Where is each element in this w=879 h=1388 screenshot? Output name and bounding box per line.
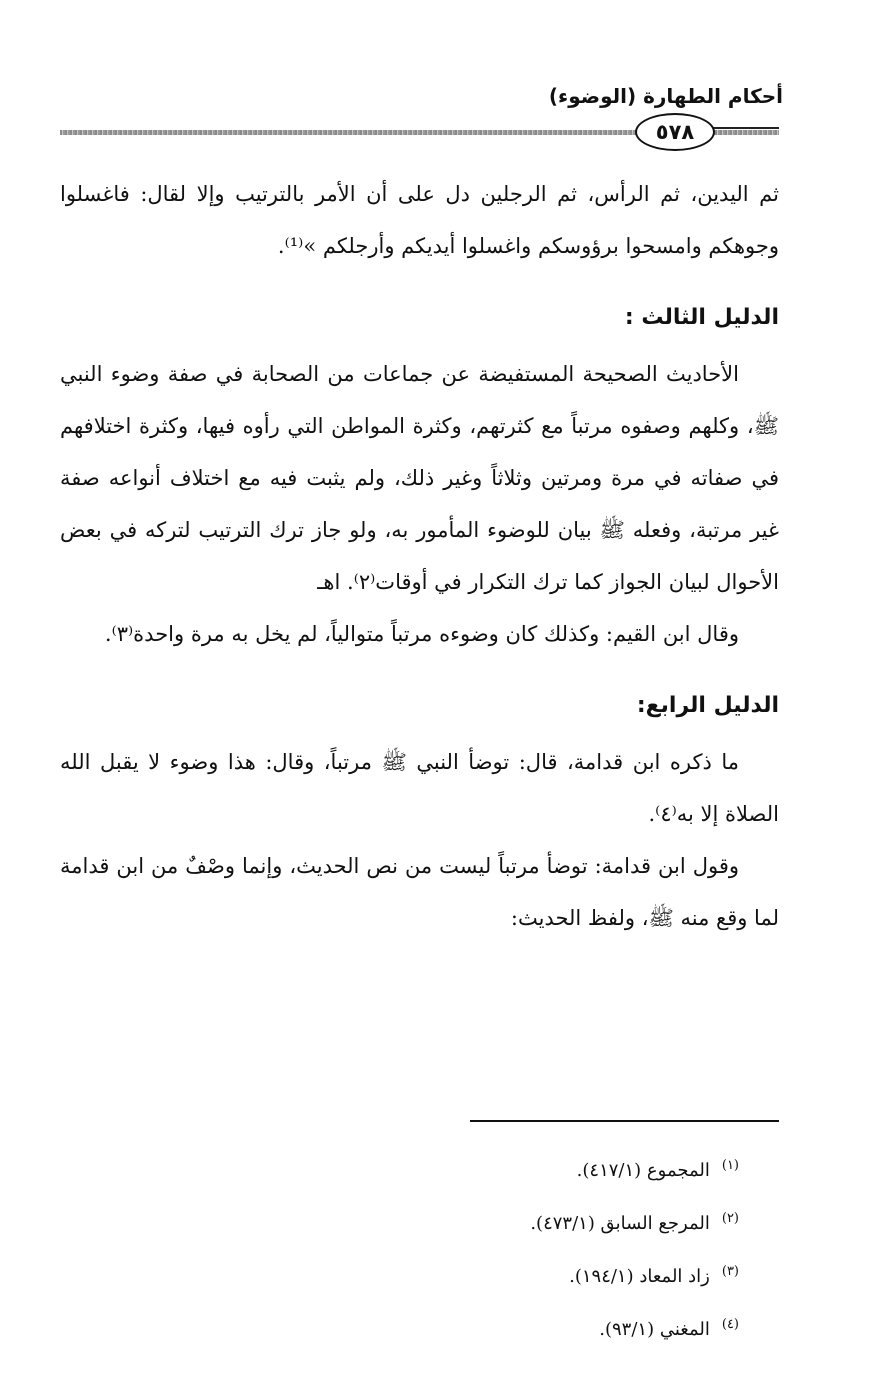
page-number: ٥٧٨ xyxy=(635,113,715,151)
footnote-4 xyxy=(300,1301,779,1354)
footnote-text: زاد المعاد (١٩٤/١). xyxy=(569,1266,710,1287)
footnote-separator xyxy=(470,1120,779,1122)
heading-fourth-evidence: الدليل الرابع: xyxy=(636,693,779,718)
footnotes xyxy=(300,1142,779,1354)
paragraph-1: ثم اليدين، ثم الرأس، ثم الرجلين دل على أن الأمر بالترتيب وإلا لقال: فاغسلوا وجوهكم وامسحوا برؤوسكم واغسلوا أيديكم وأرجلكم »⁽¹⁾. xyxy=(60,182,779,258)
footnote-text: المغني (٩٣/١). xyxy=(599,1319,710,1340)
paragraph-4: ما ذكره ابن قدامة، قال: توضأ النبي ﷺ مرتباً، وقال: هذا وضوء لا يقبل الله الصلاة إلا به⁽٤⁾. xyxy=(60,750,779,826)
footnote-text: المرجع السابق (٤٧٣/١). xyxy=(530,1213,710,1234)
paragraph-5: وقول ابن قدامة: توضأ مرتباً ليست من نص الحديث، وإنما وصْفٌ من ابن قدامة لما وقع منه ﷺ، ولفظ الحديث: xyxy=(60,854,779,930)
footnote-number: (٣) xyxy=(721,1264,739,1279)
paragraph-2: الأحاديث الصحيحة المستفيضة عن جماعات من الصحابة في صفة وضوء النبي ﷺ، وكلهم وصفوه مرتباً مع كثرتهم، وكثرة المواطن التي رأوه فيها، وكثرة اختلافهم في صفاته في مرة ومرتين وثلاثاً وغير ذلك، ولم يثبت فيه مع اختلاف أنواعه صفة غير مرتبة، وفعله ﷺ بيان للوضوء المأمور به، ولو جاز ترك الترتيب لتركه في بعض الأحوال لبيان الجواز كما ترك التكرار في أوقات⁽٢⁾. اهـ xyxy=(60,362,779,594)
paragraph-3: وقال ابن القيم: وكذلك كان وضوءه مرتباً متوالياً، لم يخل به مرة واحدة⁽٣⁾. xyxy=(104,622,739,646)
footnote-3 xyxy=(300,1248,779,1301)
footnote-text: المجموع (٤١٧/١). xyxy=(576,1160,710,1181)
footnote-2 xyxy=(300,1195,779,1248)
footnote-number: (٤) xyxy=(721,1317,739,1332)
main-text xyxy=(60,168,779,944)
heading-third-evidence: الدليل الثالث : xyxy=(624,305,779,330)
running-title: أحكام الطهارة (الوضوء) xyxy=(548,84,783,108)
footnote-1 xyxy=(300,1142,779,1195)
footnote-number: (١) xyxy=(721,1158,739,1173)
footnote-number: (٢) xyxy=(721,1211,739,1226)
